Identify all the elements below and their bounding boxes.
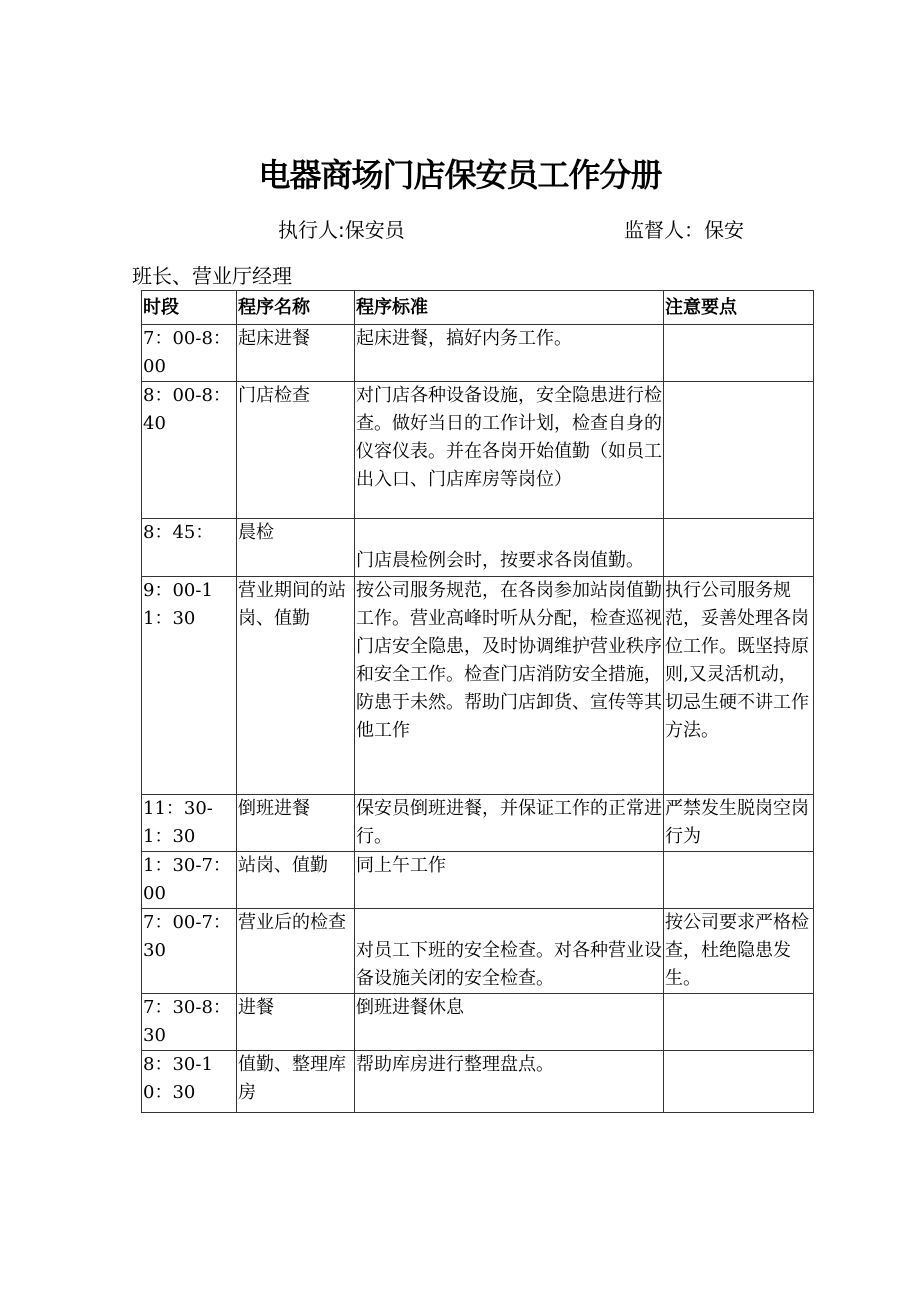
cell-key-notes <box>664 325 814 382</box>
cell-time: 7：00-8：00 <box>142 325 237 382</box>
cell-time: 7：30-8：30 <box>142 994 237 1051</box>
cell-key-notes <box>664 382 814 519</box>
cell-procedure-name: 门店检查 <box>237 382 355 519</box>
column-header-procedure-name: 程序名称 <box>237 291 355 325</box>
cell-procedure-standard: 倒班进餐休息 <box>355 994 664 1051</box>
cell-time: 8：30-10：30 <box>142 1051 237 1113</box>
schedule-table <box>141 290 814 1113</box>
cell-procedure-standard: 对门店各种设备设施，安全隐患进行检查。做好当日的工作计划，检查自身的仪容仪表。并在各岗开始值勤（如员工出入口、门店库房等岗位） <box>355 382 664 519</box>
cell-procedure-standard: 帮助库房进行整理盘点。 <box>355 1051 664 1113</box>
supervisor-label-continued: 班长、营业厅经理 <box>132 264 292 288</box>
cell-key-notes: 严禁发生脱岗空岗行为 <box>664 795 814 852</box>
column-header-time: 时段 <box>142 291 237 325</box>
supervisor-label: 监督人：保安 <box>624 218 744 242</box>
cell-procedure-standard: 保安员倒班进餐，并保证工作的正常进行。 <box>355 795 664 852</box>
cell-key-notes: 执行公司服务规范，妥善处理各岗位工作。既坚持原则,又灵活机动，切忌生硬不讲工作方法。 <box>664 577 814 795</box>
cell-key-notes <box>664 994 814 1051</box>
cell-time: 9：00-11：30 <box>142 577 237 795</box>
cell-time: 8：00-8：40 <box>142 382 237 519</box>
cell-key-notes <box>664 1051 814 1113</box>
cell-procedure-standard: 按公司服务规范，在各岗参加站岗值勤工作。营业高峰时听从分配，检查巡视门店安全隐患，及时协调维护营业秩序和安全工作。检查门店消防安全措施，防患于未然。帮助门店卸货、宣传等其他工作 <box>355 577 664 795</box>
cell-procedure-name: 进餐 <box>237 994 355 1051</box>
cell-key-notes <box>664 519 814 577</box>
table-row <box>142 1051 814 1113</box>
cell-key-notes <box>664 852 814 909</box>
column-header-procedure-standard: 程序标准 <box>355 291 664 325</box>
cell-procedure-name: 营业后的检查 <box>237 909 355 994</box>
cell-procedure-name: 起床进餐 <box>237 325 355 382</box>
cell-procedure-name: 值勤、整理库房 <box>237 1051 355 1113</box>
cell-procedure-name: 站岗、值勤 <box>237 852 355 909</box>
table-row <box>142 519 814 577</box>
column-header-key-notes: 注意要点 <box>664 291 814 325</box>
table-row <box>142 382 814 519</box>
table-header-row <box>142 291 814 325</box>
table-row <box>142 795 814 852</box>
cell-procedure-name: 营业期间的站岗、值勤 <box>237 577 355 795</box>
cell-procedure-standard: 同上午工作 <box>355 852 664 909</box>
cell-key-notes: 按公司要求严格检查，杜绝隐患发生。 <box>664 909 814 994</box>
table-row <box>142 994 814 1051</box>
table-row <box>142 852 814 909</box>
cell-time: 1：30-7：00 <box>142 852 237 909</box>
cell-time: 7：00-7：30 <box>142 909 237 994</box>
table-row <box>142 577 814 795</box>
table-row <box>142 325 814 382</box>
cell-procedure-standard: 起床进餐，搞好内务工作。 <box>355 325 664 382</box>
cell-procedure-standard: 对员工下班的安全检查。对各种营业设备设施关闭的安全检查。 <box>355 909 664 994</box>
page-title: 电器商场门店保安员工作分册 <box>258 156 662 194</box>
cell-procedure-standard: 门店晨检例会时，按要求各岗值勤。 <box>355 519 664 577</box>
cell-procedure-name: 倒班进餐 <box>237 795 355 852</box>
table-row <box>142 909 814 994</box>
cell-time: 11：30-1：30 <box>142 795 237 852</box>
executor-label: 执行人:保安员 <box>278 218 405 242</box>
cell-procedure-name: 晨检 <box>237 519 355 577</box>
cell-time: 8：45： <box>142 519 237 577</box>
